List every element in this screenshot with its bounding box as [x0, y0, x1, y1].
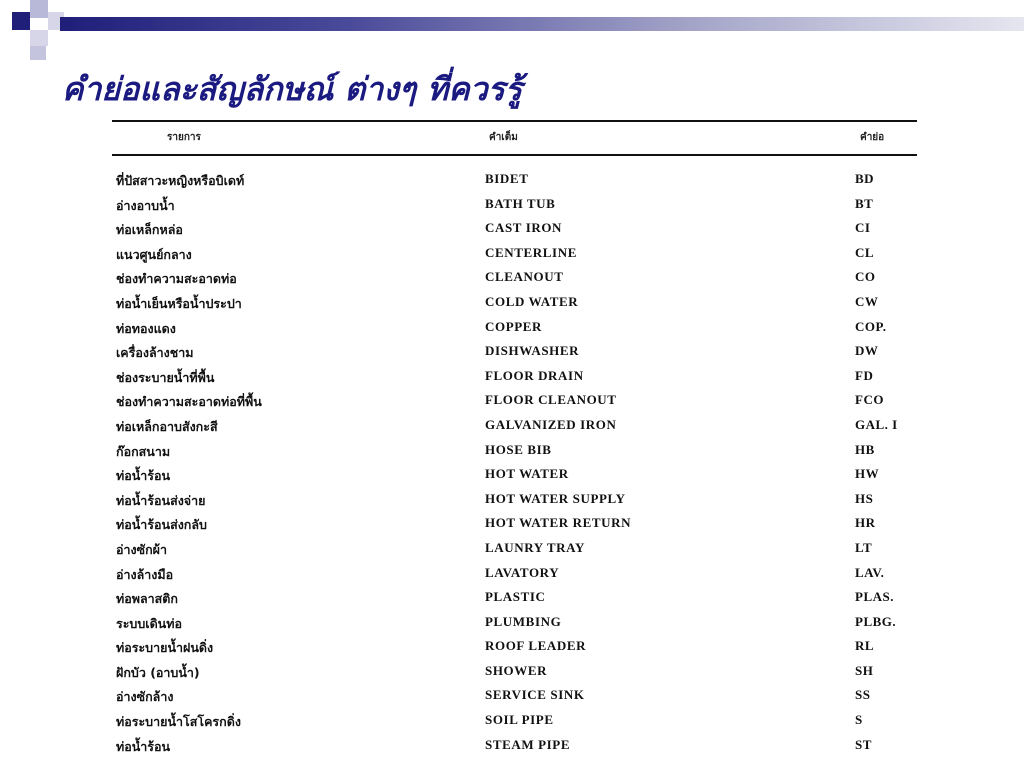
item-abbreviation: BT — [855, 195, 874, 211]
item-thai: แนวศูนย์กลาง — [116, 246, 192, 262]
item-full-term: COLD WATER — [485, 293, 579, 309]
deco-square — [12, 12, 30, 30]
item-abbreviation: CL — [855, 244, 875, 260]
table-row — [112, 196, 917, 221]
table-header-rule — [112, 154, 917, 156]
item-thai: อ่างอาบน้ำ — [116, 197, 175, 213]
item-thai: ท่อน้ำร้อน — [116, 738, 171, 754]
item-abbreviation: S — [855, 712, 863, 728]
table-row — [112, 417, 917, 442]
item-full-term: PLASTIC — [485, 589, 546, 605]
table-row — [112, 392, 917, 417]
table-row — [112, 687, 917, 712]
item-thai: ฝักบัว (อาบน้ำ) — [116, 664, 200, 680]
item-abbreviation: FD — [855, 367, 874, 383]
item-abbreviation: SH — [855, 662, 874, 678]
item-thai: อ่างซักผ้า — [116, 541, 168, 557]
item-thai: ช่องทำความสะอาดท่อที่พื้น — [116, 394, 262, 410]
deco-square — [30, 30, 48, 46]
slide-title: คำย่อและสัญลักษณ์ ต่างๆ ที่ควรรู้ — [62, 70, 523, 108]
item-abbreviation: PLAS. — [855, 589, 894, 605]
item-abbreviation: HR — [855, 515, 876, 531]
item-abbreviation: DW — [855, 343, 879, 359]
item-full-term: FLOOR CLEANOUT — [485, 392, 617, 408]
item-thai: ที่ปัสสาวะหญิงหรือบิเดท์ — [116, 173, 245, 188]
item-abbreviation: COP. — [855, 318, 887, 334]
table-row — [112, 737, 917, 762]
item-thai: ท่อระบายน้ำฝนดิ่ง — [116, 640, 214, 656]
item-thai: ก๊อกสนาม — [116, 443, 171, 459]
item-full-term: STEAM PIPE — [485, 736, 571, 752]
item-abbreviation: HB — [855, 441, 875, 457]
item-full-term: LAUNRY TRAY — [485, 539, 585, 555]
item-full-term: CAST IRON — [485, 220, 563, 236]
item-full-term: HOT WATER RETURN — [485, 515, 632, 531]
table-body — [112, 171, 917, 761]
table-row — [112, 466, 917, 491]
item-abbreviation: CW — [855, 293, 879, 309]
item-full-term: CLEANOUT — [485, 269, 564, 285]
item-abbreviation: LAV. — [855, 564, 885, 580]
item-full-term: COPPER — [485, 318, 543, 334]
table-row — [112, 491, 917, 516]
item-thai: ท่อน้ำร้อนส่งจ่าย — [116, 492, 206, 508]
item-full-term: FLOOR DRAIN — [485, 367, 584, 383]
item-abbreviation: HW — [855, 466, 880, 482]
item-full-term: SERVICE SINK — [485, 687, 585, 703]
item-thai: ท่อระบายน้ำโสโครกดิ่ง — [116, 714, 241, 730]
item-thai: อ่างซักล้าง — [116, 689, 174, 705]
item-thai: ท่อน้ำร้อน — [116, 468, 171, 484]
table-row — [112, 515, 917, 540]
table-row — [112, 712, 917, 737]
header-item: รายการ — [167, 132, 201, 143]
table-row — [112, 245, 917, 270]
item-thai: อ่างล้างมือ — [116, 566, 174, 582]
table-row — [112, 319, 917, 344]
item-full-term: CENTERLINE — [485, 244, 577, 260]
table-row — [112, 343, 917, 368]
item-full-term: HOT WATER SUPPLY — [485, 490, 626, 506]
item-full-term: ROOF LEADER — [485, 638, 587, 654]
header-decoration — [0, 0, 1024, 60]
table-row — [112, 368, 917, 393]
table-row — [112, 269, 917, 294]
item-abbreviation: PLBG. — [855, 613, 897, 629]
item-abbreviation: HS — [855, 490, 874, 506]
item-abbreviation: SS — [855, 687, 871, 703]
item-full-term: BATH TUB — [485, 195, 556, 211]
item-thai: ท่อน้ำร้อนส่งกลับ — [116, 517, 207, 533]
table-row — [112, 442, 917, 467]
table-row — [112, 294, 917, 319]
item-abbreviation: CI — [855, 220, 871, 236]
table-row — [112, 565, 917, 590]
deco-square — [30, 0, 48, 18]
table-row — [112, 171, 917, 196]
item-full-term: DISHWASHER — [485, 343, 580, 359]
item-full-term: LAVATORY — [485, 564, 560, 580]
item-full-term: BIDET — [485, 171, 529, 186]
item-abbreviation: GAL. I — [855, 416, 898, 432]
item-thai: ท่อทองแดง — [116, 320, 176, 336]
table-top-rule — [112, 120, 917, 122]
item-thai: ท่อเหล็กอาบสังกะสี — [116, 418, 218, 434]
item-abbreviation: LT — [855, 539, 873, 555]
item-full-term: SOIL PIPE — [485, 712, 554, 728]
header-abbreviation: คำย่อ — [860, 132, 885, 143]
item-abbreviation: BD — [855, 171, 875, 186]
item-thai: ช่องทำความสะอาดท่อ — [116, 271, 237, 287]
item-abbreviation: CO — [855, 269, 876, 285]
deco-square — [30, 46, 46, 60]
item-full-term: GALVANIZED IRON — [485, 416, 617, 432]
table-row — [112, 540, 917, 565]
table-row — [112, 220, 917, 245]
table-row — [112, 638, 917, 663]
table-row — [112, 614, 917, 639]
item-thai: เครื่องล้างชาม — [116, 345, 194, 361]
item-thai: ช่องระบายน้ำที่พื้น — [116, 369, 215, 385]
item-abbreviation: ST — [855, 736, 872, 752]
header-gradient-bar — [60, 17, 1024, 31]
item-full-term: HOSE BIB — [485, 441, 552, 457]
item-abbreviation: RL — [855, 638, 875, 654]
item-full-term: PLUMBING — [485, 613, 562, 629]
item-full-term: SHOWER — [485, 662, 548, 678]
table-row — [112, 589, 917, 614]
header-full-term: คำเต็ม — [489, 132, 518, 143]
item-thai: ท่อพลาสติก — [116, 591, 178, 607]
item-abbreviation: FCO — [855, 392, 884, 408]
item-full-term: HOT WATER — [485, 466, 569, 482]
item-thai: ท่อเหล็กหล่อ — [116, 222, 183, 238]
table-row — [112, 663, 917, 688]
item-thai: ระบบเดินท่อ — [116, 615, 182, 631]
item-thai: ท่อน้ำเย็นหรือน้ำประปา — [116, 295, 242, 311]
